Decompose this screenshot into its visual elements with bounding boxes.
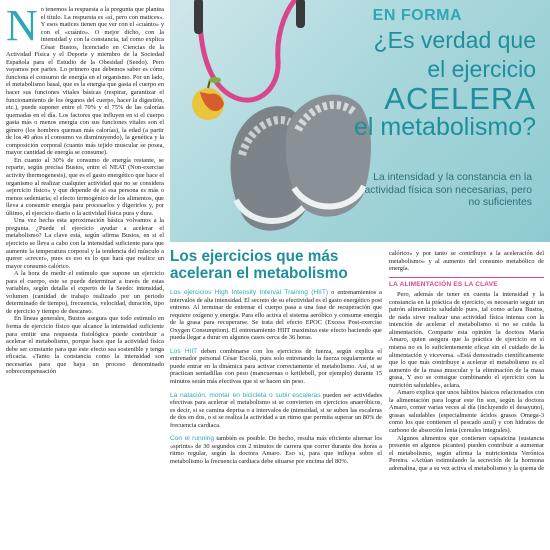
left-paragraph-2: En cuanto al 30% de consumo de energía restante, se reparte, según precisa Bustos, entre el NEAT (Non-exercise activity thermogenesis), que es el gasto energético que hace el organismo al realizar cualquier actividad que no se considera «ejercicio físico» y que depende de si esa persona es más o menos sedentaria; el efecto termogénico de los alimentos, que lleva a consumir energía para procesarlos y digerirlos y, por último, el ejercicio diario o la actividad física pura y dura.	[6, 156, 164, 217]
left-paragraph-1: No tenemos la respuesta a la pregunta que plantea el título. La respuesta es «sí, pero con matices». Y esos matices tienen que ver con el «cuánto» y con el «cuánto». O mejor dicho, con la intensidad y con la constancia, tal como explica César Bustos, licenciado en Ciencias de la Actividad Física y el Deporte y miembro de la Sociedad Española para el Estudio de la Obesidad (Seedo). Pero vayamos por partes. Lo primero que debemos saber es cómo funciona el consumo de energía en el organismo. Por un lado, el metabolismo basal, que es la energía que gasta el cuerpo en hacer sus funciones vitales básicas (respirar, garantizar el funcionamiento de los órganos del cuerpo, hacer la digestión, etc.), puede suponer entre el 70% y el 75% de las calorías quemadas en el día. Los factores que influyen en si el cuerpo gasta más o menos energía con sus funciones vitales son el género (los hombres queman más calorías), la edad (a partir de los 40 años el consumo va disminuyendo), la genética y la composición corporal (cuanto más tejido muscular se posea, mayor cantidad de energía se consume).	[6, 6, 164, 157]
exercise-item-hiit: Los ejercicios High Intensity Interval Training (HIIT) o entrenamientos a intervalos de alta intensidad. El secreto de su efectividad es el gasto energético post entreno. Al terminar de entrenar el cuerpo pasa a una fase de recuperación que requiere oxígeno y energía. Para ello activa el sistema aeróbico y consume energía de la grasa para recuperarse. Se trata del efecto EPOC (Excess Post-exercise Oxygen Consumption). El entrenamiento HIIT maximiza este efecto haciendo que pueda llegar a durar en algunos casos cerca de 36 horas.	[170, 289, 382, 342]
section-title: Los ejercicios que más aceleran el metabolismo	[170, 248, 348, 282]
right-column	[389, 250, 544, 547]
headline-line-3: ACELERA	[384, 81, 536, 116]
left-column	[6, 6, 164, 546]
headline-line-4: el metabolismo?	[353, 113, 536, 141]
headline	[266, 26, 536, 142]
drop-cap: N	[6, 6, 38, 50]
subheadline: La intensidad y la constancia en la actividad física son necesarias, pero no suficientes	[364, 172, 532, 208]
headline-line-1: ¿Es verdad que	[373, 27, 536, 53]
headline-line-2: el ejercicio	[427, 56, 536, 82]
middle-column	[170, 289, 382, 547]
hero-image	[170, 0, 550, 242]
left-paragraph-3: Una vez hecha esta aproximación básica volvamos a la pregunta. ¿Puede el ejercicio ayudar a acelerar el metabolismo? La clave está, según afirma Bustos, en si el ejercicio se lleva a cabo con la intensidad suficiente para que aumente la temperatura corporal y la tendencia del músculo a querer «crecer», pues es eso es lo que hará que realice un mayor consumo calórico.	[6, 217, 164, 270]
section-kicker: EN FORMA	[372, 7, 462, 24]
right-paragraph-3: Algunos alimentos que contienen capsaicina (sustancia presente en algunos picantes) pueden contribuir a aumentar el metabolismo, según afirma la nutricionista Verónica Pereira. «Actúan estimulando la secreción de la hormona adrenalina, que a su vez activa el metabolismo y la quema de	[389, 434, 544, 472]
left-paragraph-4: A la hora de medir el estímulo que supone un ejercicio para el cuerpo, este se puede determinar a través de estas variables, según detalla el experto de la Seedo: intensidad, volumen (cantidad de trabajo realizado por un periodo determinado de tiempo), frecuencia, velocidad, duración, tipo de ejercicio y tiempo de descanso.	[6, 270, 164, 315]
right-paragraph-1: Pero, además de tener en cuenta la intensidad y la constancia en la práctica de ejercicio, es necesario seguir un patrón alimenticio saludable pues, tal como aclara Bustos, de nada sirve realizar una actividad física intensa con la intención de acelerar el metabolismo si no se cuida la alimentación. Comparte esta opinión la doctora María Amaro, quien asegura que la práctica de ejercicio en sí misma no es lo suficientemente eficaz sin el cuidado de la alimentación y viceversa. «Está demostrado científicamente que lo que más contribuye a acelerar el metabolismo es el aumento de la masa muscular y la eliminación de la masa grasa, Y eso se consigue combinando el ejercicio con la nutrición saludable», aclara.	[389, 291, 544, 389]
right-intro: calórico» y por tanto se contribuye a la aceleración del metabolismo» y al aumento del consumo metabólico de energía.	[389, 250, 544, 273]
exercise-item-strength: Los HIIT deben combinarse con los ejercicios de fuerza, según explica el entrenador personal César Escolá, pues solo entrenando la fuerza regularmente se puede entrar en la dinámica para activar correctamente el metabolismo. Así, si se practican sentadillas con peso (mancuernas o kettlebell, por ejemplo) durante 15 minutos serán más efectivas que si se hacen sin peso.	[170, 347, 382, 386]
right-paragraph-2: Amaro explica que unos hábitos básicos relacionados con la alimentación para lograr este fin son, según la doctora Amaro, comer varias veces al día (incluyendo el desayuno), grasas saludables (especialmente ácidos grasos Omega-3 como los que contienen el pescado azul) y con hidratos de carbono de absorción lenta (cereales integrales).	[389, 389, 544, 435]
left-paragraph-5: En líneas generales, Bustos asegura que todo estímulo en forma de ejercicio físico que alcance la intensidad suficiente para emitir una respuesta fisiológica puede contribuir a acelerar el metabolismo, porque hace que la actividad física debe ser constante para que este efecto sea sostenible y tenga eficacia. «Tanto la constancia como la intensidad son necesarias para que haya un proceso denominado sobrecompensación	[6, 315, 164, 376]
rope-handle-right-icon	[296, 0, 305, 28]
exercise-item-running: Con el running también es posible. De hecho, resulta más eficiente alternar los «sprints» de 30 segundos con 2 minutos de carrera que correr durante dos horas a ritmo regular, según la doctora Amaro. Eso sí, para que influya sobre el metabolismo la frecuencia cardiaca debe situarse por encima del 80%.	[170, 435, 382, 465]
exercise-item-swimming: La natación, montar en bicicleta o subir escaleras pueden ser actividades efectivas para acelerar el metabolismo si se convierten en ejercicios anaeróbicos, es decir, si se camina deprisa o a intervalos de intensidad, si se suben las escaleras de dos en dos, o si se realiza la actividad a un ritmo que permita superar un 80% de frecuencia cardiaca.	[170, 391, 382, 429]
rope-handle-left-icon	[194, 0, 203, 34]
sidebar-title: LA ALIMENTACIÓN ES LA CLAVE	[389, 277, 544, 289]
